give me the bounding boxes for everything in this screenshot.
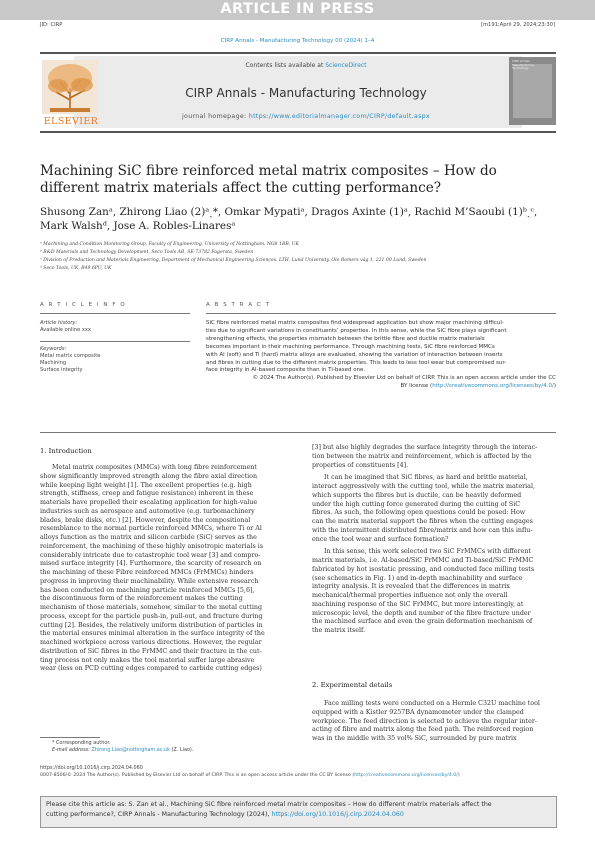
running-head[interactable]: CIRP Annals - Manufacturing Technology 00 (2024) 1–4 bbox=[220, 38, 375, 44]
journal-title: CIRP Annals - Manufacturing Technology bbox=[185, 86, 427, 100]
body-line: In this sense, this work selected two SiC FrMMCs with different bbox=[324, 548, 531, 556]
body-line: was in the middle with 35 vol% SiC, surrounded by pure matrix bbox=[312, 735, 517, 742]
cover-line: CIRP Annals bbox=[512, 59, 530, 63]
article-history bbox=[40, 320, 91, 334]
keyword: Metal matrix composite bbox=[40, 353, 101, 359]
homepage-link[interactable]: https://www.editorialmanager.com/CIRP/default.aspx bbox=[248, 113, 430, 120]
license-suffix: ) bbox=[553, 383, 556, 390]
body-line: workpiece. The feed direction is selected to achieve the regular inter- bbox=[312, 717, 538, 725]
author-line: Mark Walshᵈ, Jose A. Robles-Linaresᵃ bbox=[40, 219, 236, 232]
abstract-copyright: © 2024 The Author(s). Published by Elsevier Ltd on behalf of CIRP. This is an open access article under the CC bbox=[252, 375, 556, 382]
body-line: blades, brake disks, etc.) [2]. However, despite the compositional bbox=[40, 516, 251, 524]
abstract-line: ties due to significant variations in constituents’ properties. In this sense, while the SiC fibre plays significant bbox=[206, 327, 507, 334]
contents-prefix: Contents lists available at bbox=[245, 62, 326, 69]
body-line: microscopic level, the depth and number of the fibre fracture under bbox=[312, 609, 531, 617]
body-line: the machined surface and even the grain deformation mechanism of bbox=[312, 618, 533, 626]
body-line: with the intermittent distributed fibre/matrix and how can this influ- bbox=[312, 526, 533, 534]
body-line: integrity analysis. It is revealed that the differences in matrix bbox=[312, 583, 510, 591]
body-line: under the high cutting force generated during the cutting of SiC bbox=[312, 500, 521, 508]
doi-link[interactable]: https://doi.org/10.1016/j.cirp.2024.04.060 bbox=[40, 765, 143, 771]
abstract-line: becomes important in their machining performance. Through machining tests, SiC fibre reinforced MMCs bbox=[206, 343, 495, 350]
article-info-label: A R T I C L E I N F O bbox=[40, 302, 127, 308]
citation-line: Please cite this article as: S. Zan et al., Machining SiC fibre reinforced metal matrix composites – How do different matrix materials affect the bbox=[46, 801, 492, 808]
keyword: Surface integrity bbox=[40, 367, 83, 373]
body-line: equipped with a Kistler 9257BA dynamometer under the clamped bbox=[312, 708, 524, 716]
body-line: the machining of these Fibre reinforced MMCs (FrMMCs) hinders bbox=[40, 569, 254, 576]
section-heading-experimental: 2. Experimental details bbox=[312, 681, 393, 689]
body-line: mechanism of those materials, somehow, similar to the metal cutting bbox=[40, 604, 263, 611]
elsevier-tree-logo bbox=[40, 58, 100, 118]
body-line: fabricated by hot isostatic pressing, and conducted face milling tests bbox=[312, 565, 535, 573]
history-label: Article history: bbox=[40, 320, 78, 326]
author-list bbox=[40, 206, 560, 233]
abstract-line: SiC fibre reinforced metal matrix composites find widespread application but show major machining difficul- bbox=[206, 320, 504, 326]
body-line: considerably intricate due to catastrophic tool wear [3] and compro- bbox=[40, 551, 261, 559]
article-info-rule bbox=[40, 313, 190, 314]
body-line: can the matrix material support the fibres when the cutting engages bbox=[312, 518, 533, 525]
body-line: distribution of SiC fibres in the FrMMC and their fracture in the cut- bbox=[40, 647, 262, 655]
abstract-line: face integrity in Al-based composite than in Ti-based one. bbox=[206, 367, 366, 374]
article-in-press-text: ARTICLE IN PRESS bbox=[220, 1, 375, 17]
email-label: E-mail address: bbox=[52, 747, 92, 753]
body-line: [3] but also highly degrades the surface integrity through the interac- bbox=[312, 444, 538, 451]
body-line: tion between the matrix and reinforcement, which is affected by the bbox=[312, 452, 532, 460]
author-line: Shusong Zanᵃ, Zhirong Liao (2)ᵃˎ*, Omkar Mypatiᵃ, Dragos Axinte (1)ᵃ, Rachid M’Saoubi (1)ᵇˎᶜ, bbox=[40, 206, 538, 218]
affiliation: ᵃ Machining and Condition Monitoring Group, Faculty of Engineering, University of Nottingham, NG8 1BB, UK bbox=[40, 242, 299, 247]
email-note bbox=[52, 747, 193, 753]
body-line: strength, stiffness, creep and fatigue resistance) inherent in these bbox=[40, 490, 254, 498]
body-line: reinforcement, the machining of these highly anisotropic materials is bbox=[40, 542, 264, 550]
intro-right-column bbox=[312, 444, 556, 636]
body-line: industries such as aerospace and automotive (e.g. turbomachinery bbox=[40, 507, 255, 515]
body-line: progress in improving their machinability. While extensive research bbox=[40, 577, 259, 585]
body-line: machining response of the SiC FrMMC, but more interestingly, at bbox=[312, 600, 524, 608]
citation-text bbox=[46, 800, 551, 820]
body-line: has been conducted on machining particle reinforced MMCs [5,6], bbox=[40, 586, 255, 594]
article-info-divider bbox=[40, 341, 190, 342]
body-line: mechanical/thermal properties influence not only the overall bbox=[312, 592, 508, 599]
keyword: Machining bbox=[40, 360, 67, 366]
abstract-body bbox=[206, 320, 556, 391]
intro-left-column bbox=[40, 464, 293, 674]
section-heading-introduction: 1. Introduction bbox=[40, 447, 92, 455]
body-line: while keeping light weight [1]. The excellent properties (e.g. high bbox=[40, 481, 252, 489]
cover-line: Technology bbox=[512, 66, 529, 71]
email-suffix: (Z. Liao). bbox=[169, 747, 194, 753]
citation-doi-link[interactable]: https://doi.org/10.1016/j.cirp.2024.04.060 bbox=[271, 811, 404, 818]
experimental-column bbox=[312, 700, 556, 744]
abstract-line: and fibres in cutting due to the different matrix properties. This leads to less tool wear but compromised sur- bbox=[206, 359, 507, 366]
body-line: matrix materials, i.e. Al-based/SiC FrMMC and Ti-based/SiC FrMMC bbox=[312, 557, 534, 564]
body-line: which supports the fibres but is ductile, can be heavily deformed bbox=[312, 491, 522, 499]
keywords-block bbox=[40, 346, 100, 374]
issn-suffix: ) bbox=[457, 773, 460, 778]
issn-prefix: 0007-8506/© 2024 The Author(s). Published by Elsevier Ltd on behalf of CIRP. This is an open access article under the CC BY license ( bbox=[40, 773, 355, 778]
homepage-prefix: journal homepage: bbox=[182, 113, 249, 120]
body-line: ting process not only makes the tool material suffer large abrasive bbox=[40, 656, 255, 664]
journal-cover-image bbox=[513, 64, 552, 118]
body-line: It can be imagined that SiC fibres, as hard and brittle material, bbox=[324, 474, 528, 482]
body-line: ence the tool wear and surface formation? bbox=[312, 535, 449, 543]
body-line: show significantly improved strength along the fibre axial direction bbox=[40, 472, 258, 480]
header-bottom-rule bbox=[40, 131, 556, 133]
body-line: the material ensures minimal alteration in the surface integrity of the bbox=[40, 630, 265, 638]
body-line: Metal matrix composites (MMCs) with long fibre reinforcement bbox=[52, 464, 257, 471]
journal-id: JID: CIRP bbox=[40, 22, 63, 28]
affiliation: ᵈ Seco Tools, UK, B49 6PU, UK bbox=[40, 266, 112, 271]
title-line: Machining SiC fibre reinforced metal matrix composites – How do bbox=[40, 163, 497, 179]
build-stamp: [m191;April 29, 2024;23:30] bbox=[480, 22, 555, 28]
email-link[interactable]: Zhirong.Liao@nottingham.ac.uk bbox=[91, 747, 170, 753]
elsevier-wordmark: ELSEVIER bbox=[43, 116, 99, 127]
keywords-label: Keywords: bbox=[40, 346, 67, 352]
issn-license-line bbox=[40, 773, 460, 778]
body-line: the matrix itself. bbox=[312, 627, 366, 634]
sciencedirect-link[interactable]: ScienceDirect bbox=[325, 62, 367, 69]
journal-homepage-line bbox=[104, 113, 508, 120]
body-line: (see schematics in Fig. 1) and in-depth machinability and surface bbox=[312, 574, 523, 582]
body-line: acting of fibre and matrix along the feed path. The reinforced region bbox=[312, 726, 534, 734]
body-line: mised surface integrity [4]. Furthermore, the scarcity of research on bbox=[40, 560, 262, 568]
abstract-rule bbox=[206, 313, 556, 314]
body-line: interact aggressively with the cutting tool, while the matrix material, bbox=[312, 483, 535, 490]
issn-license-link[interactable]: http://creativecommons.org/licenses/by/4.0/ bbox=[354, 773, 458, 778]
footnote-rule bbox=[40, 737, 100, 738]
body-line: fibres. As such, the following open questions could be posed: How bbox=[312, 509, 526, 517]
license-link[interactable]: http://creativecommons.org/licenses/by/4.0/ bbox=[432, 383, 554, 390]
contents-line bbox=[104, 62, 508, 69]
cover-line: Manufacturing bbox=[512, 62, 534, 67]
body-line: the discontinuous form of the reinforcement makes the cutting bbox=[40, 595, 243, 603]
body-line: materials have propelled their escalating application for high-value bbox=[40, 499, 258, 506]
body-line: properties of constituents [4]. bbox=[312, 461, 409, 469]
affiliation: ᵇ R&D Materials and Technology Development, Seco Tools AB, SE-73782 Fagersta, Sweden bbox=[40, 250, 254, 255]
body-line: cutting [2]. Besides, the relatively uniform distribution of particles in bbox=[40, 621, 263, 629]
citation-line2: cutting performance?, CIRP Annals - Manufacturing Technology (2024), bbox=[46, 811, 272, 818]
front-matter-rule bbox=[40, 432, 556, 433]
abstract-license bbox=[206, 383, 556, 391]
journal-cover-title bbox=[512, 60, 554, 71]
abstract-line: with Al (soft) and Ti (hard) matrix alloys are evaluated, showing the variation of interaction between inserts bbox=[206, 351, 503, 358]
affiliation: ᶜ Division of Production and Materials Engineering, Department of Mechanical Engineering Sciences, LTH, Lund University, Ole Romers väg 1, 221 00 Lund, Sweden bbox=[40, 258, 427, 263]
body-line: wear (less on PCD cutting edges compared to carbide cutting edges) bbox=[40, 665, 262, 673]
body-line: machined workpiece across various directions. However, the regular bbox=[40, 639, 262, 646]
body-line: resemblance to the normal particle reinforced MMCs, where Ti or Al bbox=[40, 525, 262, 533]
abstract-line: strengthening effects, the properties mismatch between the brittle fibre and ductile matrix materials bbox=[206, 335, 485, 342]
paper-title bbox=[40, 163, 560, 197]
body-line: process, except for the particle push-in, pull-out, and fracture during bbox=[40, 612, 263, 620]
title-line: different matrix materials affect the cutting performance? bbox=[40, 180, 442, 196]
header-top-rule bbox=[40, 52, 556, 54]
body-line: alloys function as the matrix and silicon carbide (SiC) serves as the bbox=[40, 534, 257, 541]
license-prefix: BY license ( bbox=[400, 383, 433, 390]
body-line: Face milling tests were conducted on a Hermle C32U machine tool bbox=[324, 700, 540, 707]
history-value: Available online xxx bbox=[40, 327, 91, 333]
citation-line bbox=[46, 810, 551, 820]
abstract-label: A B S T R A C T bbox=[206, 302, 271, 308]
corresponding-author-note: * Corresponding author. bbox=[52, 740, 111, 746]
